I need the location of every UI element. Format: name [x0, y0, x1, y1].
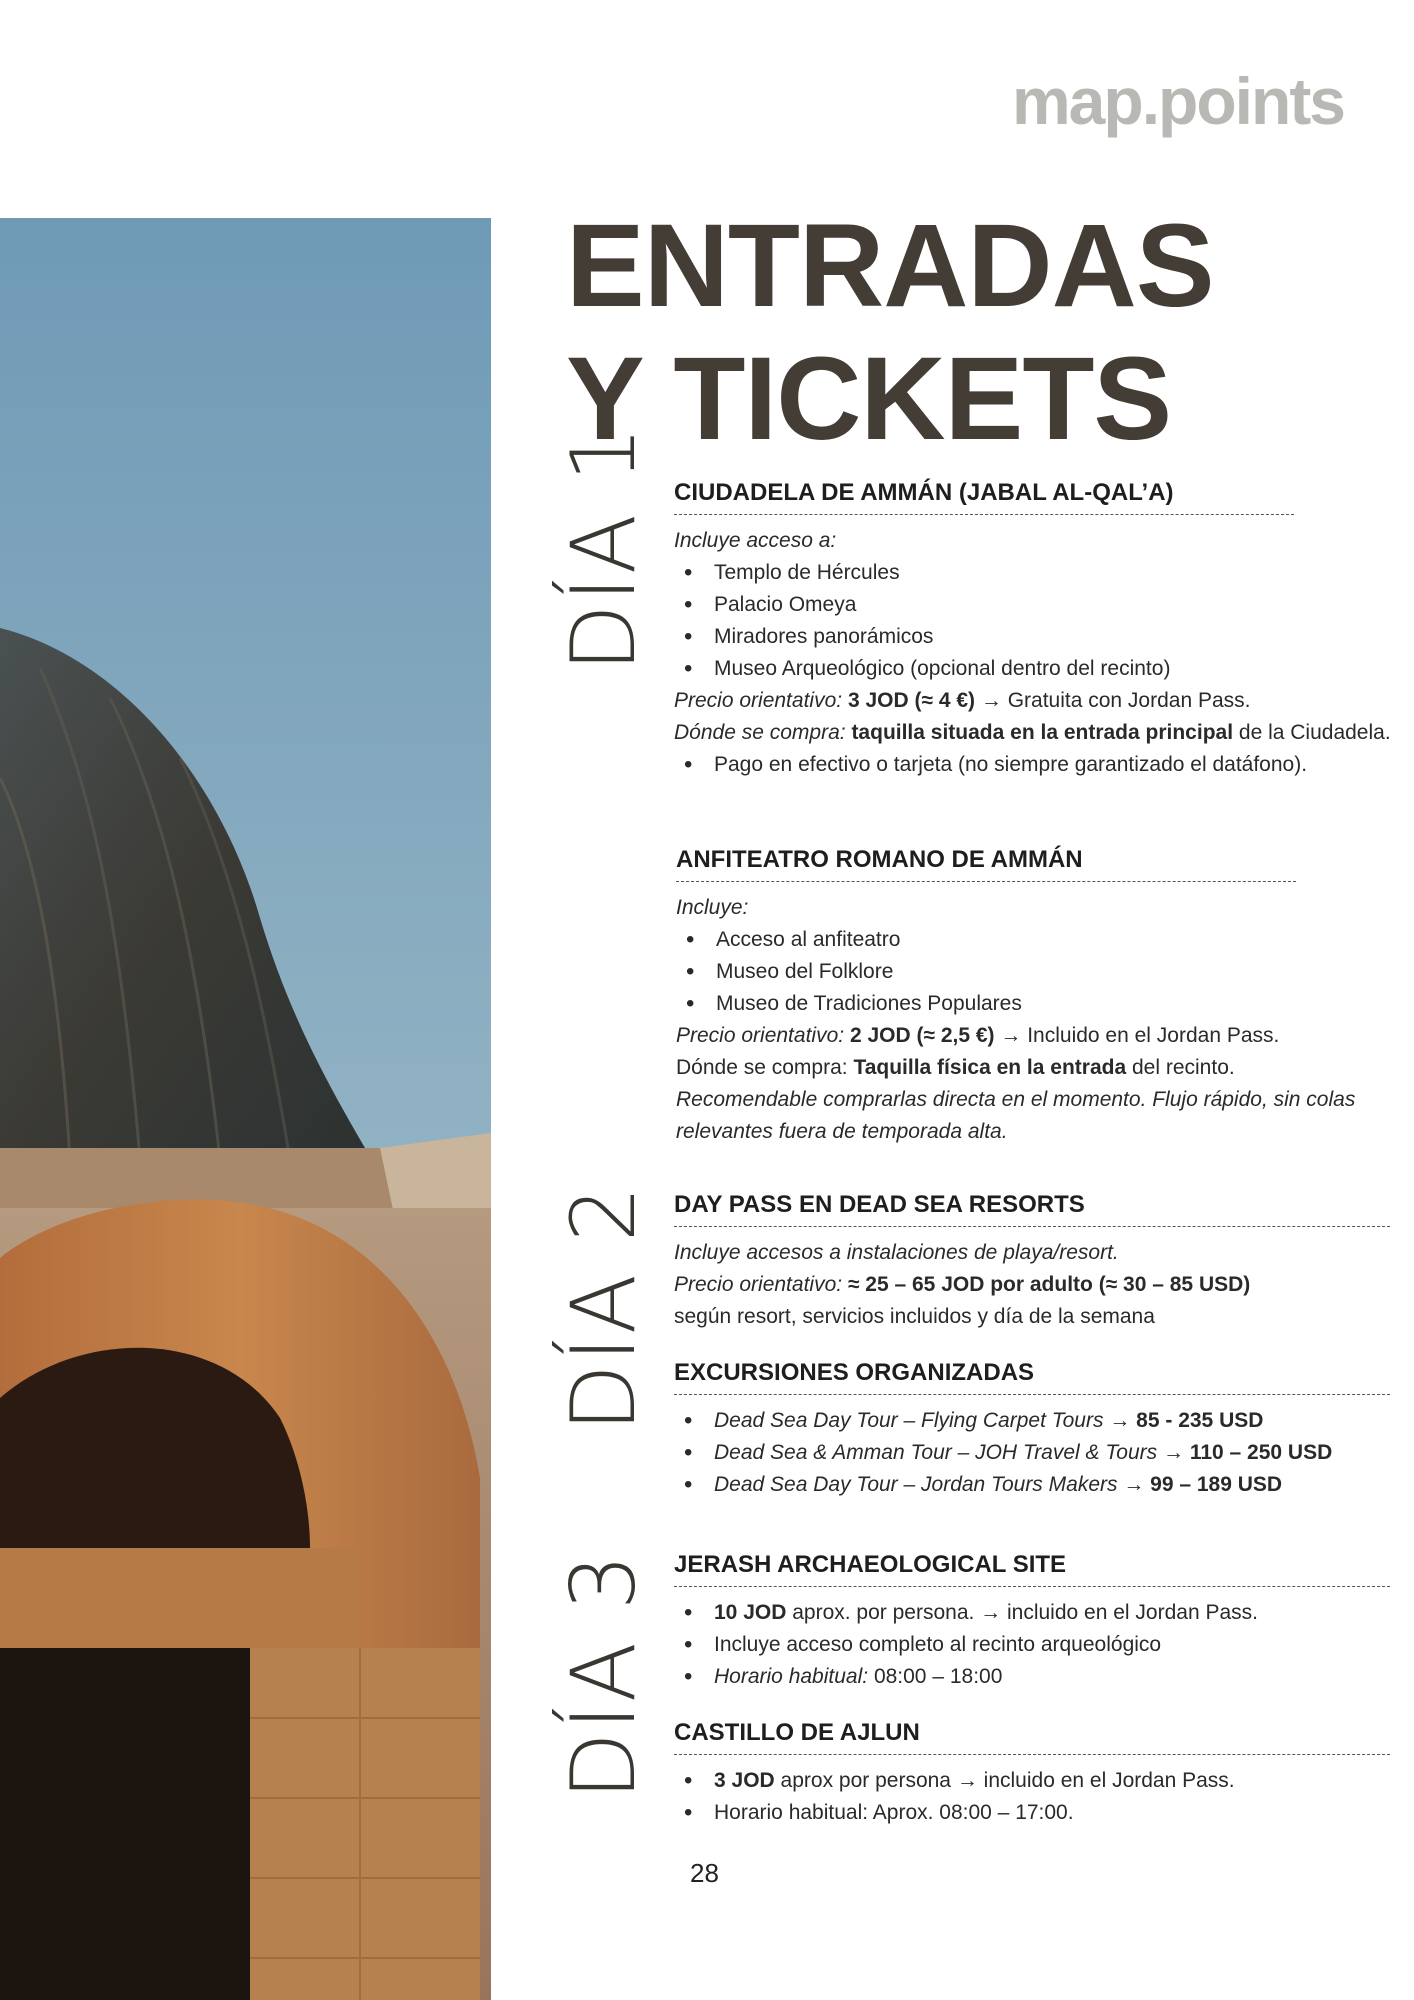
price-value: ≈ 25 – 65 JOD por adulto (≈ 30 – 85 USD) — [847, 1273, 1251, 1296]
excursion-name: Dead Sea & Amman Tour – JOH Travel & Tours → — [714, 1441, 1184, 1464]
divider — [674, 1754, 1390, 1755]
divider — [674, 514, 1294, 515]
amman-citadel-photo — [0, 218, 491, 2000]
list-item: • Pago en efectivo o tarjeta (no siempre garantizado el datáfono). — [674, 749, 1394, 781]
list-item — [674, 1597, 1394, 1629]
list-item — [674, 1661, 1394, 1693]
list-item: • Museo del Folklore — [676, 956, 1396, 988]
daypass-heading: DAY PASS EN DEAD SEA RESORTS — [674, 1191, 1085, 1218]
citadel-price — [674, 685, 1394, 717]
dome-and-arch-illustration — [0, 218, 491, 2000]
day-1-label: DÍA 1 — [552, 424, 655, 672]
theatre-heading: ANFITEATRO ROMANO DE AMMÁN — [676, 846, 1083, 873]
day-3-label: DÍA 3 — [552, 1552, 655, 1800]
citadel-payment-list — [674, 749, 1394, 781]
page-title — [566, 200, 1214, 466]
list-item: • Palacio Omeya — [674, 589, 1394, 621]
excursion-name: Dead Sea Day Tour – Flying Carpet Tours → — [714, 1409, 1131, 1432]
day-2-label: DÍA 2 — [552, 1184, 655, 1432]
page-title-line-1: ENTRADAS — [566, 200, 1214, 332]
hours-value: 08:00 – 18:00 — [873, 1665, 1003, 1688]
price-label: Precio orientativo: — [676, 1024, 845, 1047]
hours-label: Horario habitual: — [714, 1665, 869, 1688]
list-item: • Templo de Hércules — [674, 557, 1394, 589]
excursion-price: 85 - 235 USD — [1136, 1409, 1264, 1432]
jerash-heading: JERASH ARCHAEOLOGICAL SITE — [674, 1551, 1067, 1578]
jerash-section — [674, 1550, 1394, 1693]
price-note: aprox. por persona. → incluido en el Jordan Pass. — [792, 1601, 1258, 1624]
list-item: • Acceso al anfiteatro — [676, 924, 1396, 956]
list-item — [674, 1405, 1394, 1437]
page-title-line-2: Y TICKETS — [566, 333, 1172, 465]
where-rest: de la Ciudadela. — [1238, 721, 1391, 744]
citadel-includes-label: Incluye acceso a: — [674, 529, 837, 552]
list-item — [674, 1765, 1394, 1797]
excursion-price: 110 – 250 USD — [1189, 1441, 1333, 1464]
page-number: 28 — [690, 1858, 719, 1888]
price-label: Precio orientativo: — [674, 689, 843, 712]
daypass-includes: Incluye accesos a instalaciones de playa/resort. — [674, 1241, 1119, 1264]
price-note: → Incluido en el Jordan Pass. — [1000, 1024, 1280, 1047]
list-item: • Museo de Tradiciones Populares — [676, 988, 1396, 1020]
ajlun-heading: CASTILLO DE AJLUN — [674, 1719, 920, 1746]
daypass-price — [674, 1269, 1394, 1301]
theatre-includes-list — [676, 924, 1396, 1020]
excursions-heading: EXCURSIONES ORGANIZADAS — [674, 1359, 1035, 1386]
theatre-price — [676, 1020, 1396, 1052]
theatre-where — [676, 1052, 1396, 1084]
ajlun-section — [674, 1718, 1394, 1829]
ajlun-list — [674, 1765, 1394, 1829]
where-bold: taquilla situada en la entrada principal — [851, 721, 1234, 744]
where-bold: Taquilla física en la entrada — [853, 1056, 1127, 1079]
excursion-price: 99 – 189 USD — [1150, 1473, 1283, 1496]
citadel-includes-list — [674, 557, 1394, 685]
citadel-heading: CIUDADELA DE AMMÁN (JABAL AL-QAL’A) — [674, 479, 1174, 506]
price-label: Precio orientativo: — [674, 1273, 843, 1296]
list-item: • Incluye acceso completo al recinto arqueológico — [674, 1629, 1394, 1661]
citadel-where — [674, 717, 1394, 749]
brand-logo: map.points — [1012, 64, 1345, 138]
divider — [674, 1586, 1390, 1587]
where-rest: del recinto. — [1131, 1056, 1235, 1079]
list-item — [674, 1437, 1394, 1469]
where-label: Dónde se compra: — [676, 1056, 848, 1079]
price-note: aprox por persona → incluido en el Jordan Pass. — [780, 1769, 1235, 1792]
jerash-list — [674, 1597, 1394, 1693]
where-label: Dónde se compra: — [674, 721, 846, 744]
theatre-recommendation: Recomendable comprarlas directa en el momento. Flujo rápido, sin colas relevantes fuera de temporada alta. — [676, 1088, 1356, 1143]
divider — [674, 1226, 1390, 1227]
price-value: 10 JOD — [714, 1601, 787, 1624]
excursions-list — [674, 1405, 1394, 1501]
excursions-section — [674, 1358, 1394, 1501]
price-note: → Gratuita con Jordan Pass. — [980, 689, 1251, 712]
list-item: • Horario habitual: Aprox. 08:00 – 17:00. — [674, 1797, 1394, 1829]
divider — [676, 881, 1296, 882]
price-value: 3 JOD — [714, 1769, 775, 1792]
price-value: 3 JOD (≈ 4 €) — [847, 689, 976, 712]
price-value: 2 JOD (≈ 2,5 €) — [849, 1024, 995, 1047]
list-item: • Miradores panorámicos — [674, 621, 1394, 653]
list-item: • Museo Arqueológico (opcional dentro del recinto) — [674, 653, 1394, 685]
excursion-name: Dead Sea Day Tour – Jordan Tours Makers → — [714, 1473, 1145, 1496]
daypass-section — [674, 1190, 1394, 1333]
citadel-section — [674, 478, 1394, 781]
divider — [674, 1394, 1390, 1395]
list-item — [674, 1469, 1394, 1501]
theatre-section — [676, 845, 1396, 1148]
theatre-includes-label: Incluye: — [676, 896, 749, 919]
daypass-price-note: según resort, servicios incluidos y día de la semana — [674, 1305, 1155, 1328]
